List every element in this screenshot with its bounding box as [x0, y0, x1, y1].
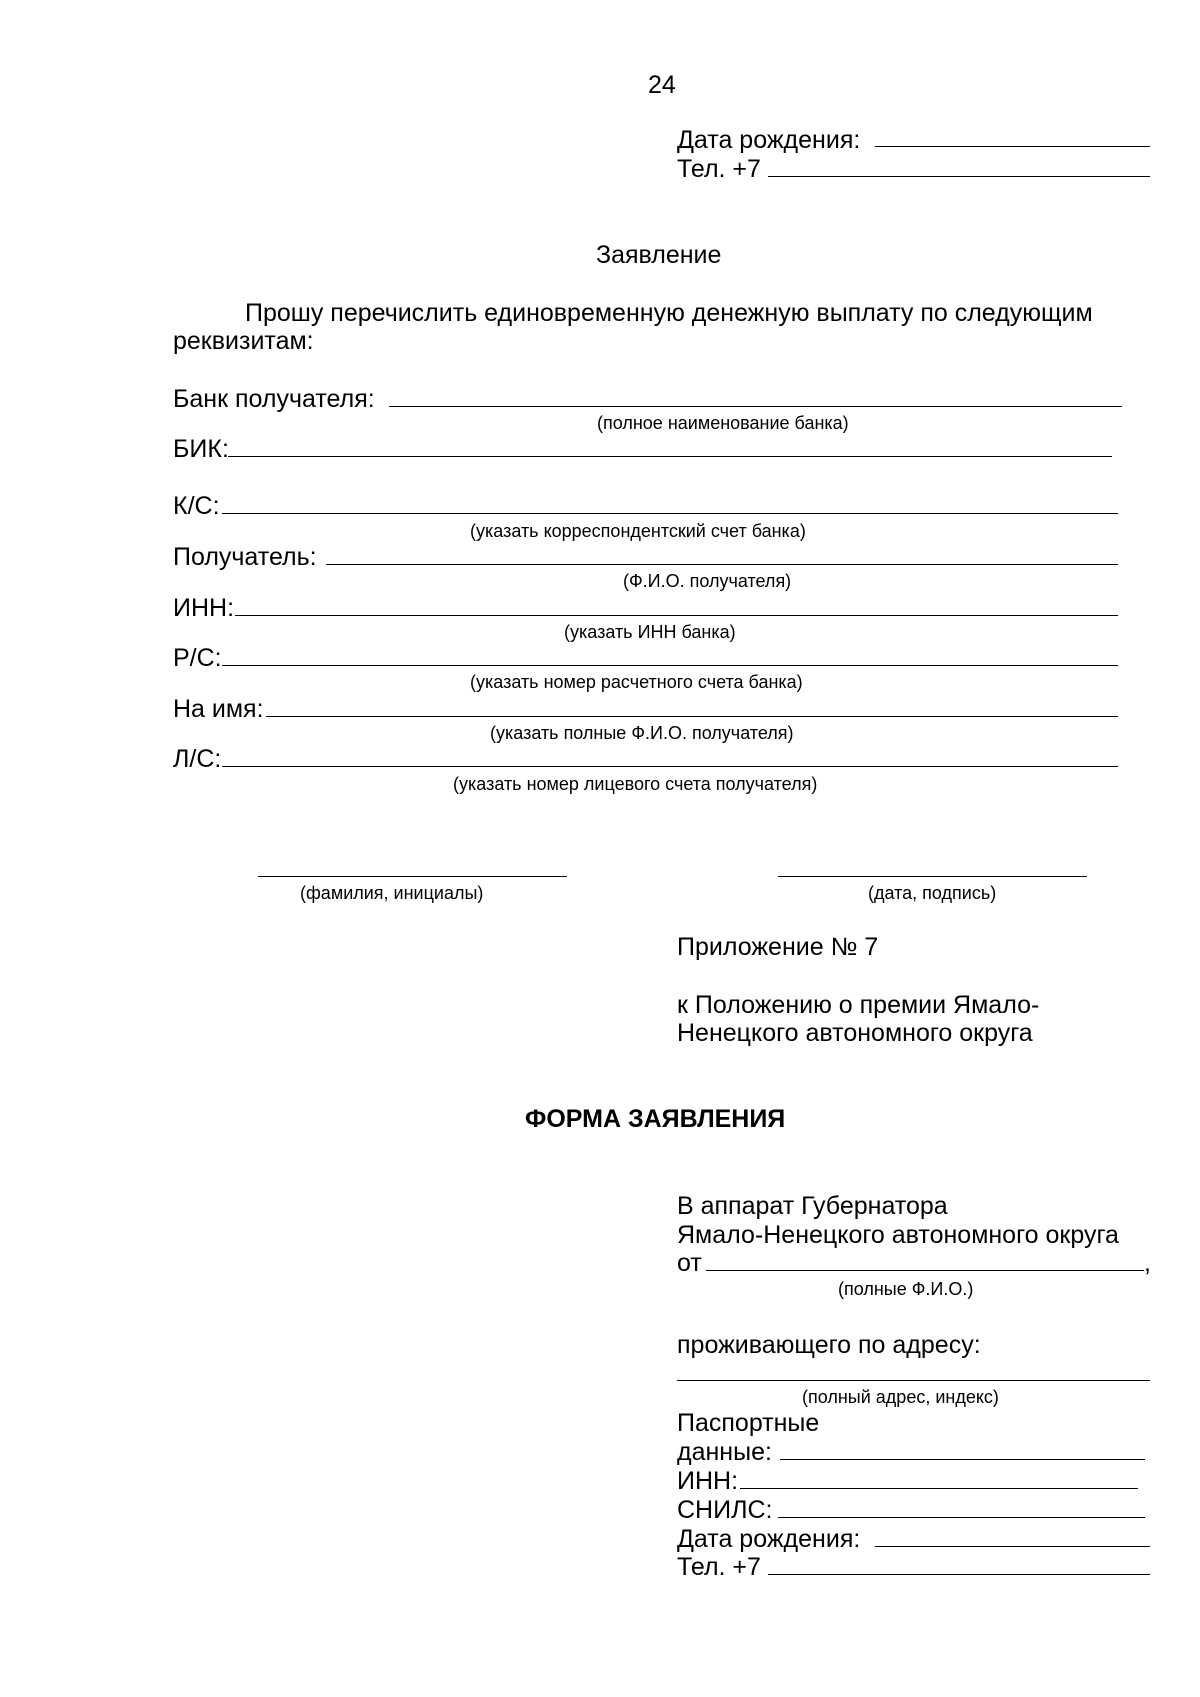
addressee-line2: Ямало-Ненецкого автономного округа	[677, 1221, 1119, 1249]
name-initials-hint: (фамилия, инициалы)	[300, 883, 484, 903]
inn-bank-hint: (указать ИНН банка)	[564, 622, 736, 642]
application-intro-line2: реквизитам:	[173, 327, 314, 355]
form-title: ФОРМА ЗАЯВЛЕНИЯ	[525, 1105, 786, 1133]
addressee-line1: В аппарат Губернатора	[677, 1192, 948, 1220]
inn-field[interactable]	[740, 1488, 1138, 1489]
correspondent-account-label: К/С:	[173, 492, 220, 520]
settlement-account-field[interactable]	[222, 665, 1118, 666]
bank-recipient-field[interactable]	[389, 406, 1122, 407]
personal-account-hint: (указать номер лицевого счета получателя)	[453, 774, 818, 794]
settlement-account-label: Р/С:	[173, 644, 222, 672]
inn-label: ИНН:	[677, 1467, 739, 1495]
recipient-field[interactable]	[326, 564, 1118, 565]
page-number: 24	[648, 71, 676, 99]
address-field[interactable]	[677, 1380, 1150, 1381]
appendix-ref-line2: Ненецкого автономного округа	[677, 1019, 1033, 1047]
inn-bank-field[interactable]	[235, 615, 1118, 616]
passport-label-line2: данные:	[677, 1438, 772, 1466]
from-hint: (полные Ф.И.О.)	[838, 1279, 974, 1299]
personal-account-label: Л/С:	[173, 745, 222, 773]
form-phone-field[interactable]	[768, 1574, 1150, 1575]
phone-field[interactable]	[768, 176, 1150, 177]
name-signature-line[interactable]	[258, 876, 567, 877]
from-field[interactable]	[706, 1270, 1144, 1271]
address-label: проживающего по адресу:	[677, 1331, 981, 1359]
application-title: Заявление	[596, 241, 722, 269]
snils-label: СНИЛС:	[677, 1496, 773, 1524]
from-label: от	[677, 1249, 702, 1277]
account-holder-hint: (указать полные Ф.И.О. получателя)	[490, 723, 794, 743]
personal-account-field[interactable]	[222, 766, 1118, 767]
correspondent-account-field[interactable]	[222, 513, 1118, 514]
date-signature-line[interactable]	[778, 876, 1087, 877]
form-phone-label: Тел. +7	[677, 1553, 761, 1581]
recipient-hint: (Ф.И.О. получателя)	[623, 571, 792, 591]
bik-field[interactable]	[228, 456, 1112, 457]
phone-label: Тел. +7	[677, 155, 761, 183]
inn-bank-label: ИНН:	[173, 594, 235, 622]
appendix-number: Приложение № 7	[677, 933, 879, 961]
correspondent-account-hint: (указать корреспондентский счет банка)	[470, 521, 806, 541]
form-birth-date-field[interactable]	[875, 1546, 1150, 1547]
snils-field[interactable]	[778, 1517, 1145, 1518]
recipient-label: Получатель:	[173, 543, 317, 571]
passport-label-line1: Паспортные	[677, 1409, 820, 1437]
settlement-account-hint: (указать номер расчетного счета банка)	[470, 672, 803, 692]
bik-label: БИК:	[173, 435, 229, 463]
account-holder-label: На имя:	[173, 695, 264, 723]
form-birth-date-label: Дата рождения:	[677, 1525, 861, 1553]
application-intro-line1: Прошу перечислить единовременную денежную выплату по следующим	[245, 299, 1093, 327]
birth-date-label: Дата рождения:	[677, 126, 861, 154]
address-hint: (полный адрес, индекс)	[802, 1387, 999, 1407]
date-signature-hint: (дата, подпись)	[868, 883, 997, 903]
bank-recipient-hint: (полное наименование банка)	[597, 413, 849, 433]
passport-field[interactable]	[780, 1459, 1145, 1460]
account-holder-field[interactable]	[266, 716, 1118, 717]
birth-date-field[interactable]	[875, 146, 1150, 147]
from-comma: ,	[1144, 1249, 1151, 1277]
appendix-ref-line1: к Положению о премии Ямало-	[677, 991, 1040, 1019]
bank-recipient-label: Банк получателя:	[173, 385, 375, 413]
